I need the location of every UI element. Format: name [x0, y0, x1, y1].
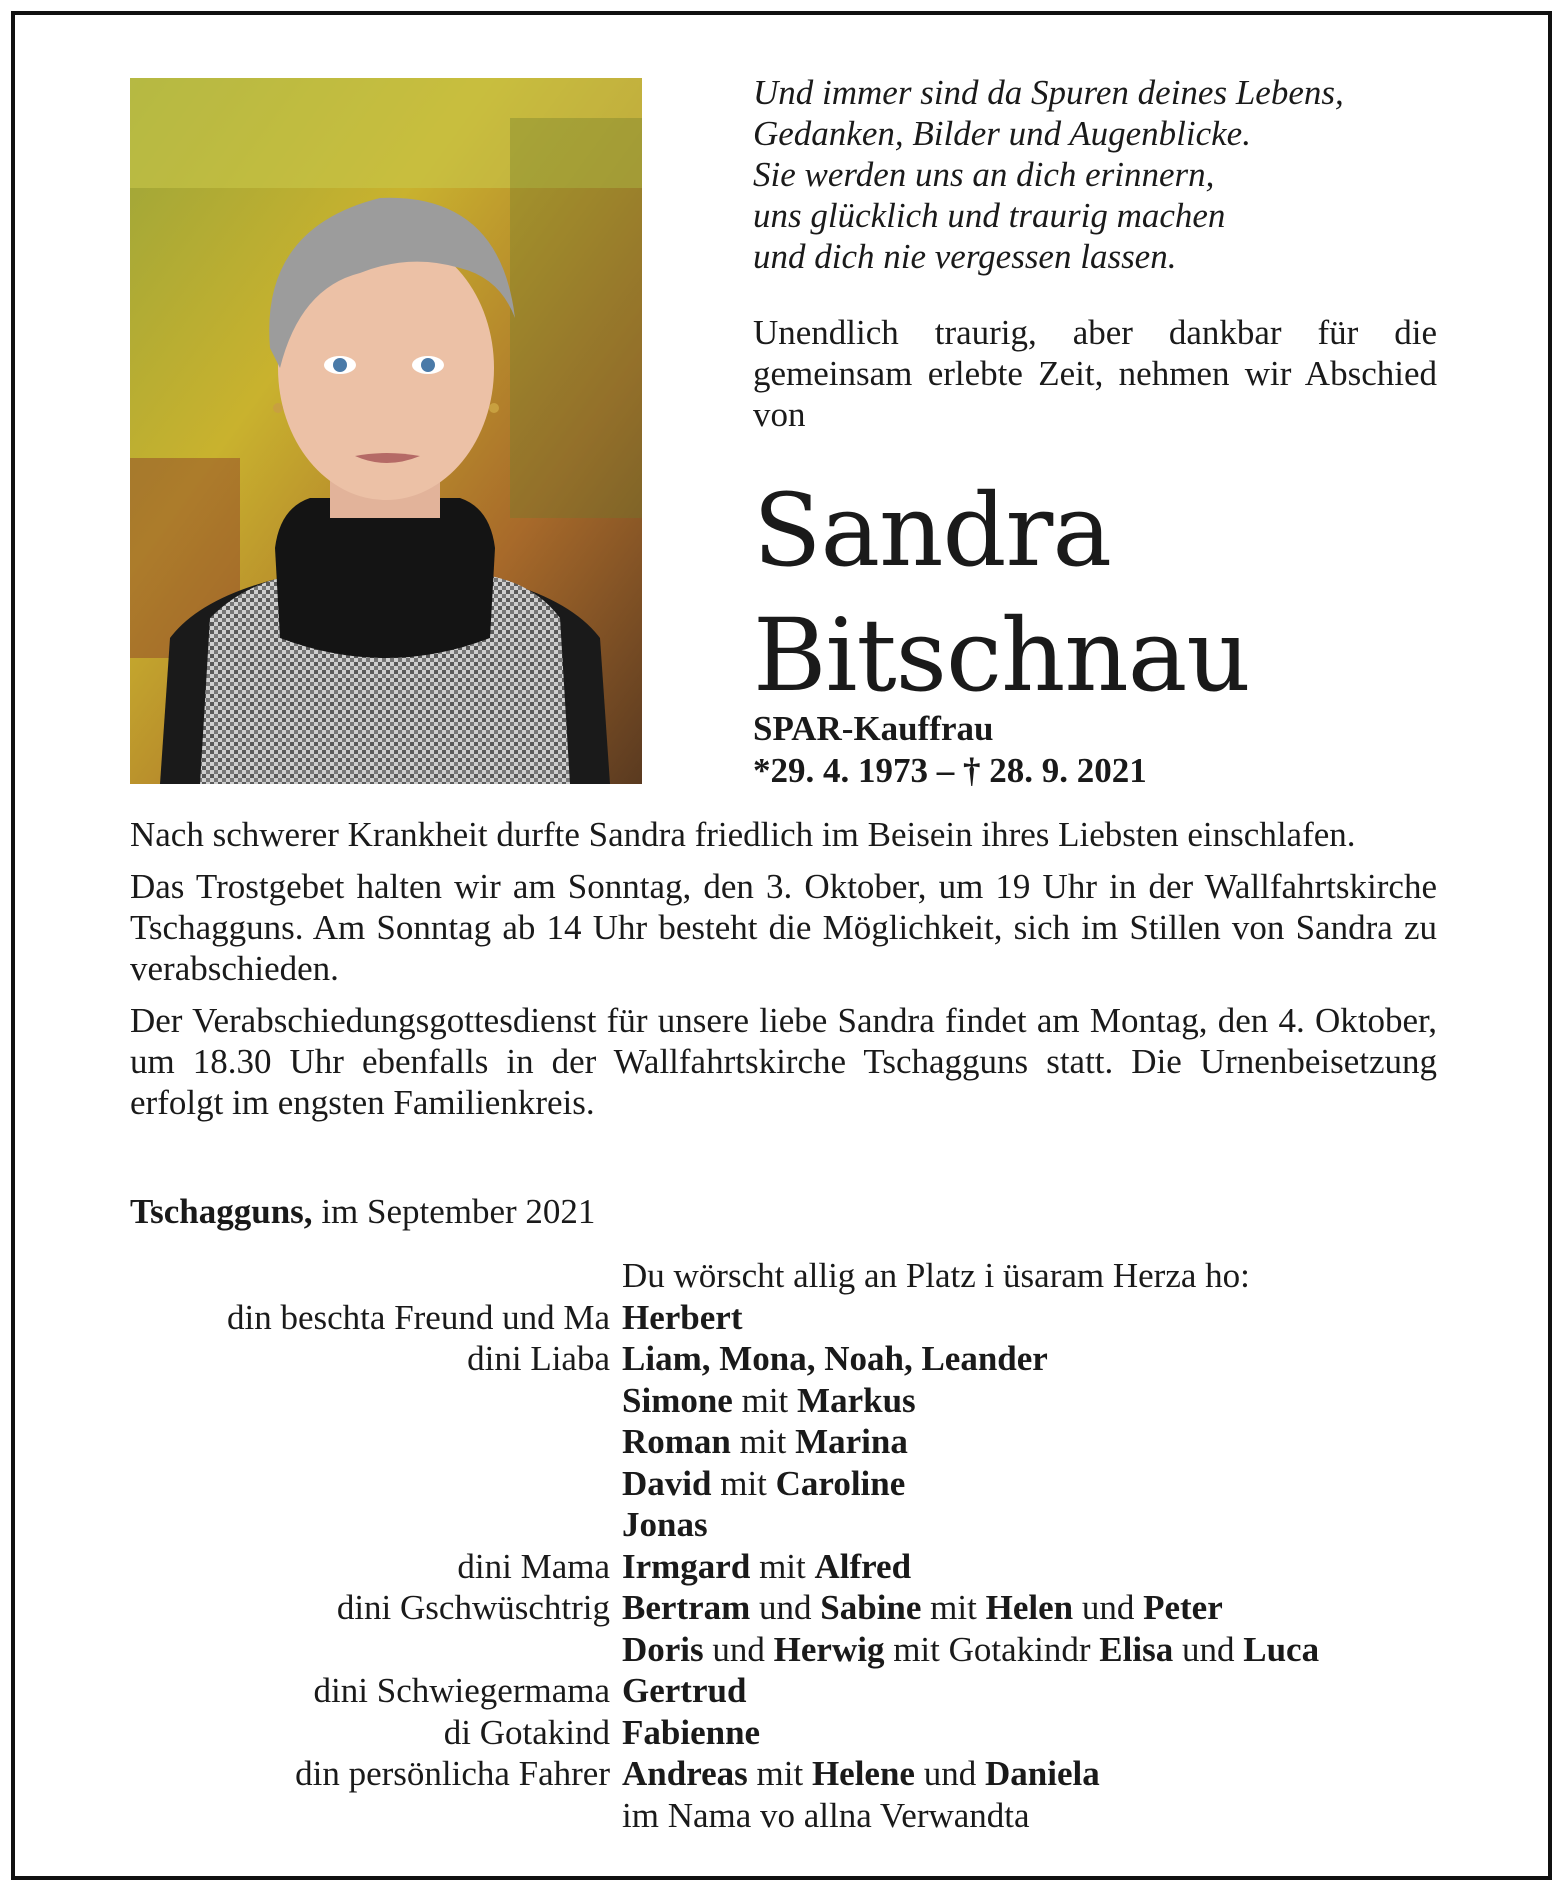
- mourner-row: [100, 1670, 1500, 1712]
- mourner-name-part: Irmgard: [622, 1546, 751, 1586]
- mourner-name-part: Doris: [622, 1629, 704, 1669]
- first-name: Sandra: [753, 472, 1111, 589]
- mourner-row: [100, 1629, 1500, 1671]
- mourner-name-part: Herbert: [622, 1297, 743, 1337]
- mourner-relation: [100, 1504, 622, 1546]
- body-paragraph: Der Verabschiedungsgottesdienst für unsere liebe Sandra findet am Montag, den 4. Oktober, um 18.30 Uhr ebenfalls in der Wallfahrtskirche Tschagguns statt. Die Urnenbeisetzung erfolgt im engsten Familienkreis.: [130, 1001, 1437, 1122]
- place-and-date: [130, 1191, 595, 1232]
- mourner-name-part: Herwig: [773, 1629, 885, 1669]
- mourner-name-part: Liam, Mona, Noah, Leander: [622, 1339, 1048, 1378]
- mourner-name-part: und: [914, 1754, 985, 1793]
- portrait-photo: [130, 78, 642, 784]
- mourner-name-part: mit: [711, 1463, 776, 1503]
- mourner-name-part: Alfred: [814, 1546, 912, 1586]
- mourner-relation: [100, 1629, 622, 1671]
- mourner-name-part: Marina: [795, 1422, 908, 1461]
- body-paragraph: Das Trostgebet halten wir am Sonntag, den 3. Oktober, um 19 Uhr in der Wallfahrtskirche Tschagguns. Am Sonntag ab 14 Uhr besteht die Möglichkeit, sich im Stillen von Sandra zu verabschieden.: [130, 867, 1437, 988]
- mourner-name-part: Helene: [811, 1754, 915, 1793]
- mourner-relation: [100, 1795, 622, 1837]
- mourner-name-part: Fabienne: [622, 1712, 761, 1752]
- mourner-name-part: Elisa: [1099, 1629, 1174, 1669]
- mourners-list: [100, 1255, 1500, 1836]
- mourner-row: [100, 1546, 1500, 1588]
- poem-line: Und immer sind da Spuren deines Lebens,: [753, 73, 1344, 112]
- mourner-name-part: und: [1173, 1629, 1244, 1669]
- intro-text: Unendlich traurig, aber dankbar für die gemeinsam erlebte Zeit, nehmen wir Abschied von: [753, 313, 1437, 434]
- mourner-name-part: mit: [747, 1754, 812, 1793]
- mourner-relation: [100, 1463, 622, 1505]
- mourner-name-part: Andreas: [622, 1754, 748, 1793]
- mourner-name-part: Gertrud: [622, 1671, 747, 1710]
- mourner-names: [622, 1546, 1500, 1588]
- poem-line: Gedanken, Bilder und Augenblicke.: [753, 114, 1251, 153]
- mourner-row: [100, 1380, 1500, 1422]
- mourner-names: [622, 1504, 1500, 1546]
- mourner-name-part: Markus: [797, 1380, 916, 1420]
- mourner-relation: din beschta Freund und Ma: [227, 1297, 610, 1337]
- mourner-names: [622, 1795, 1500, 1837]
- mourner-row: [100, 1338, 1500, 1380]
- mourner-relation: di Gotakind: [443, 1712, 610, 1752]
- mourner-row: [100, 1421, 1500, 1463]
- mourner-relation: dini Mama: [457, 1546, 610, 1586]
- place-town: Tschagguns,: [130, 1192, 313, 1231]
- mourners-heading-row: [100, 1255, 1500, 1297]
- mourner-relation: dini Liaba: [467, 1339, 610, 1378]
- mourner-row: [100, 1297, 1500, 1339]
- mourner-relation: dini Schwiegermama: [313, 1671, 610, 1710]
- mourner-relation: dini Gschwüschtrig: [336, 1588, 610, 1627]
- mourner-names: [622, 1629, 1500, 1671]
- mourner-name-part: Roman: [622, 1422, 731, 1461]
- deceased-name: [753, 468, 1250, 718]
- mourner-relation: [100, 1380, 622, 1422]
- announcement-body: [130, 814, 1437, 1134]
- mourner-name-part: David: [622, 1463, 712, 1503]
- mourner-row: [100, 1753, 1500, 1795]
- mourner-names: [622, 1421, 1500, 1463]
- mourner-names: [622, 1753, 1500, 1795]
- last-name: Bitschnau: [753, 597, 1250, 714]
- mourner-row: [100, 1712, 1500, 1754]
- poem-line: uns glücklich und traurig machen: [753, 196, 1226, 235]
- mourner-name-part: mit: [750, 1546, 815, 1586]
- mourner-names: [622, 1463, 1500, 1505]
- mourner-names: [622, 1338, 1500, 1380]
- mourner-name-part: Helen: [985, 1588, 1074, 1627]
- occupation: SPAR-Kauffrau: [753, 709, 994, 748]
- mourner-names: [622, 1380, 1500, 1422]
- body-paragraph: Nach schwerer Krankheit durfte Sandra friedlich im Beisein ihres Liebsten einschlafen.: [130, 815, 1356, 854]
- mourner-name-part: Peter: [1143, 1588, 1223, 1627]
- mourner-row: [100, 1587, 1500, 1629]
- mourner-name-part: mit: [730, 1422, 796, 1461]
- mourners-heading: Du wörscht allig an Platz i üsaram Herza ho:: [622, 1256, 1250, 1295]
- deceased-details: [753, 708, 1147, 792]
- mourner-name-part: Caroline: [775, 1463, 906, 1503]
- mourner-names: [622, 1587, 1500, 1629]
- mourner-names: [622, 1297, 1500, 1339]
- mourner-name-part: Jonas: [622, 1505, 708, 1544]
- mourner-relation: [100, 1421, 622, 1463]
- life-dates: *29. 4. 1973 – † 28. 9. 2021: [753, 751, 1147, 790]
- mourner-name-part: und: [750, 1588, 821, 1627]
- poem-line: und dich nie vergessen lassen.: [753, 237, 1177, 276]
- mourner-relation: din persönlicha Fahrer: [295, 1754, 610, 1793]
- place-date: im September 2021: [312, 1192, 596, 1231]
- mourner-row: [100, 1504, 1500, 1546]
- mourner-row: [100, 1795, 1500, 1837]
- mourner-name-part: Simone: [622, 1380, 733, 1420]
- mourner-name-part: und: [703, 1629, 774, 1669]
- mourner-row: [100, 1463, 1500, 1505]
- mourner-name-part: im Nama vo allna Verwandta: [622, 1795, 1030, 1835]
- mourner-name-part: mit: [921, 1588, 986, 1627]
- mourner-name-part: Bertram: [622, 1588, 751, 1627]
- mourner-name-part: Sabine: [820, 1588, 922, 1627]
- mourner-name-part: Luca: [1243, 1629, 1320, 1669]
- mourner-name-part: mit Gotakindr: [884, 1629, 1100, 1669]
- mourner-name-part: Daniela: [984, 1754, 1100, 1793]
- memorial-poem: [753, 72, 1453, 277]
- mourner-name-part: und: [1073, 1588, 1144, 1627]
- mourner-names: [622, 1712, 1500, 1754]
- mourner-name-part: mit: [732, 1380, 798, 1420]
- poem-line: Sie werden uns an dich erinnern,: [753, 155, 1215, 194]
- mourner-names: [622, 1670, 1500, 1712]
